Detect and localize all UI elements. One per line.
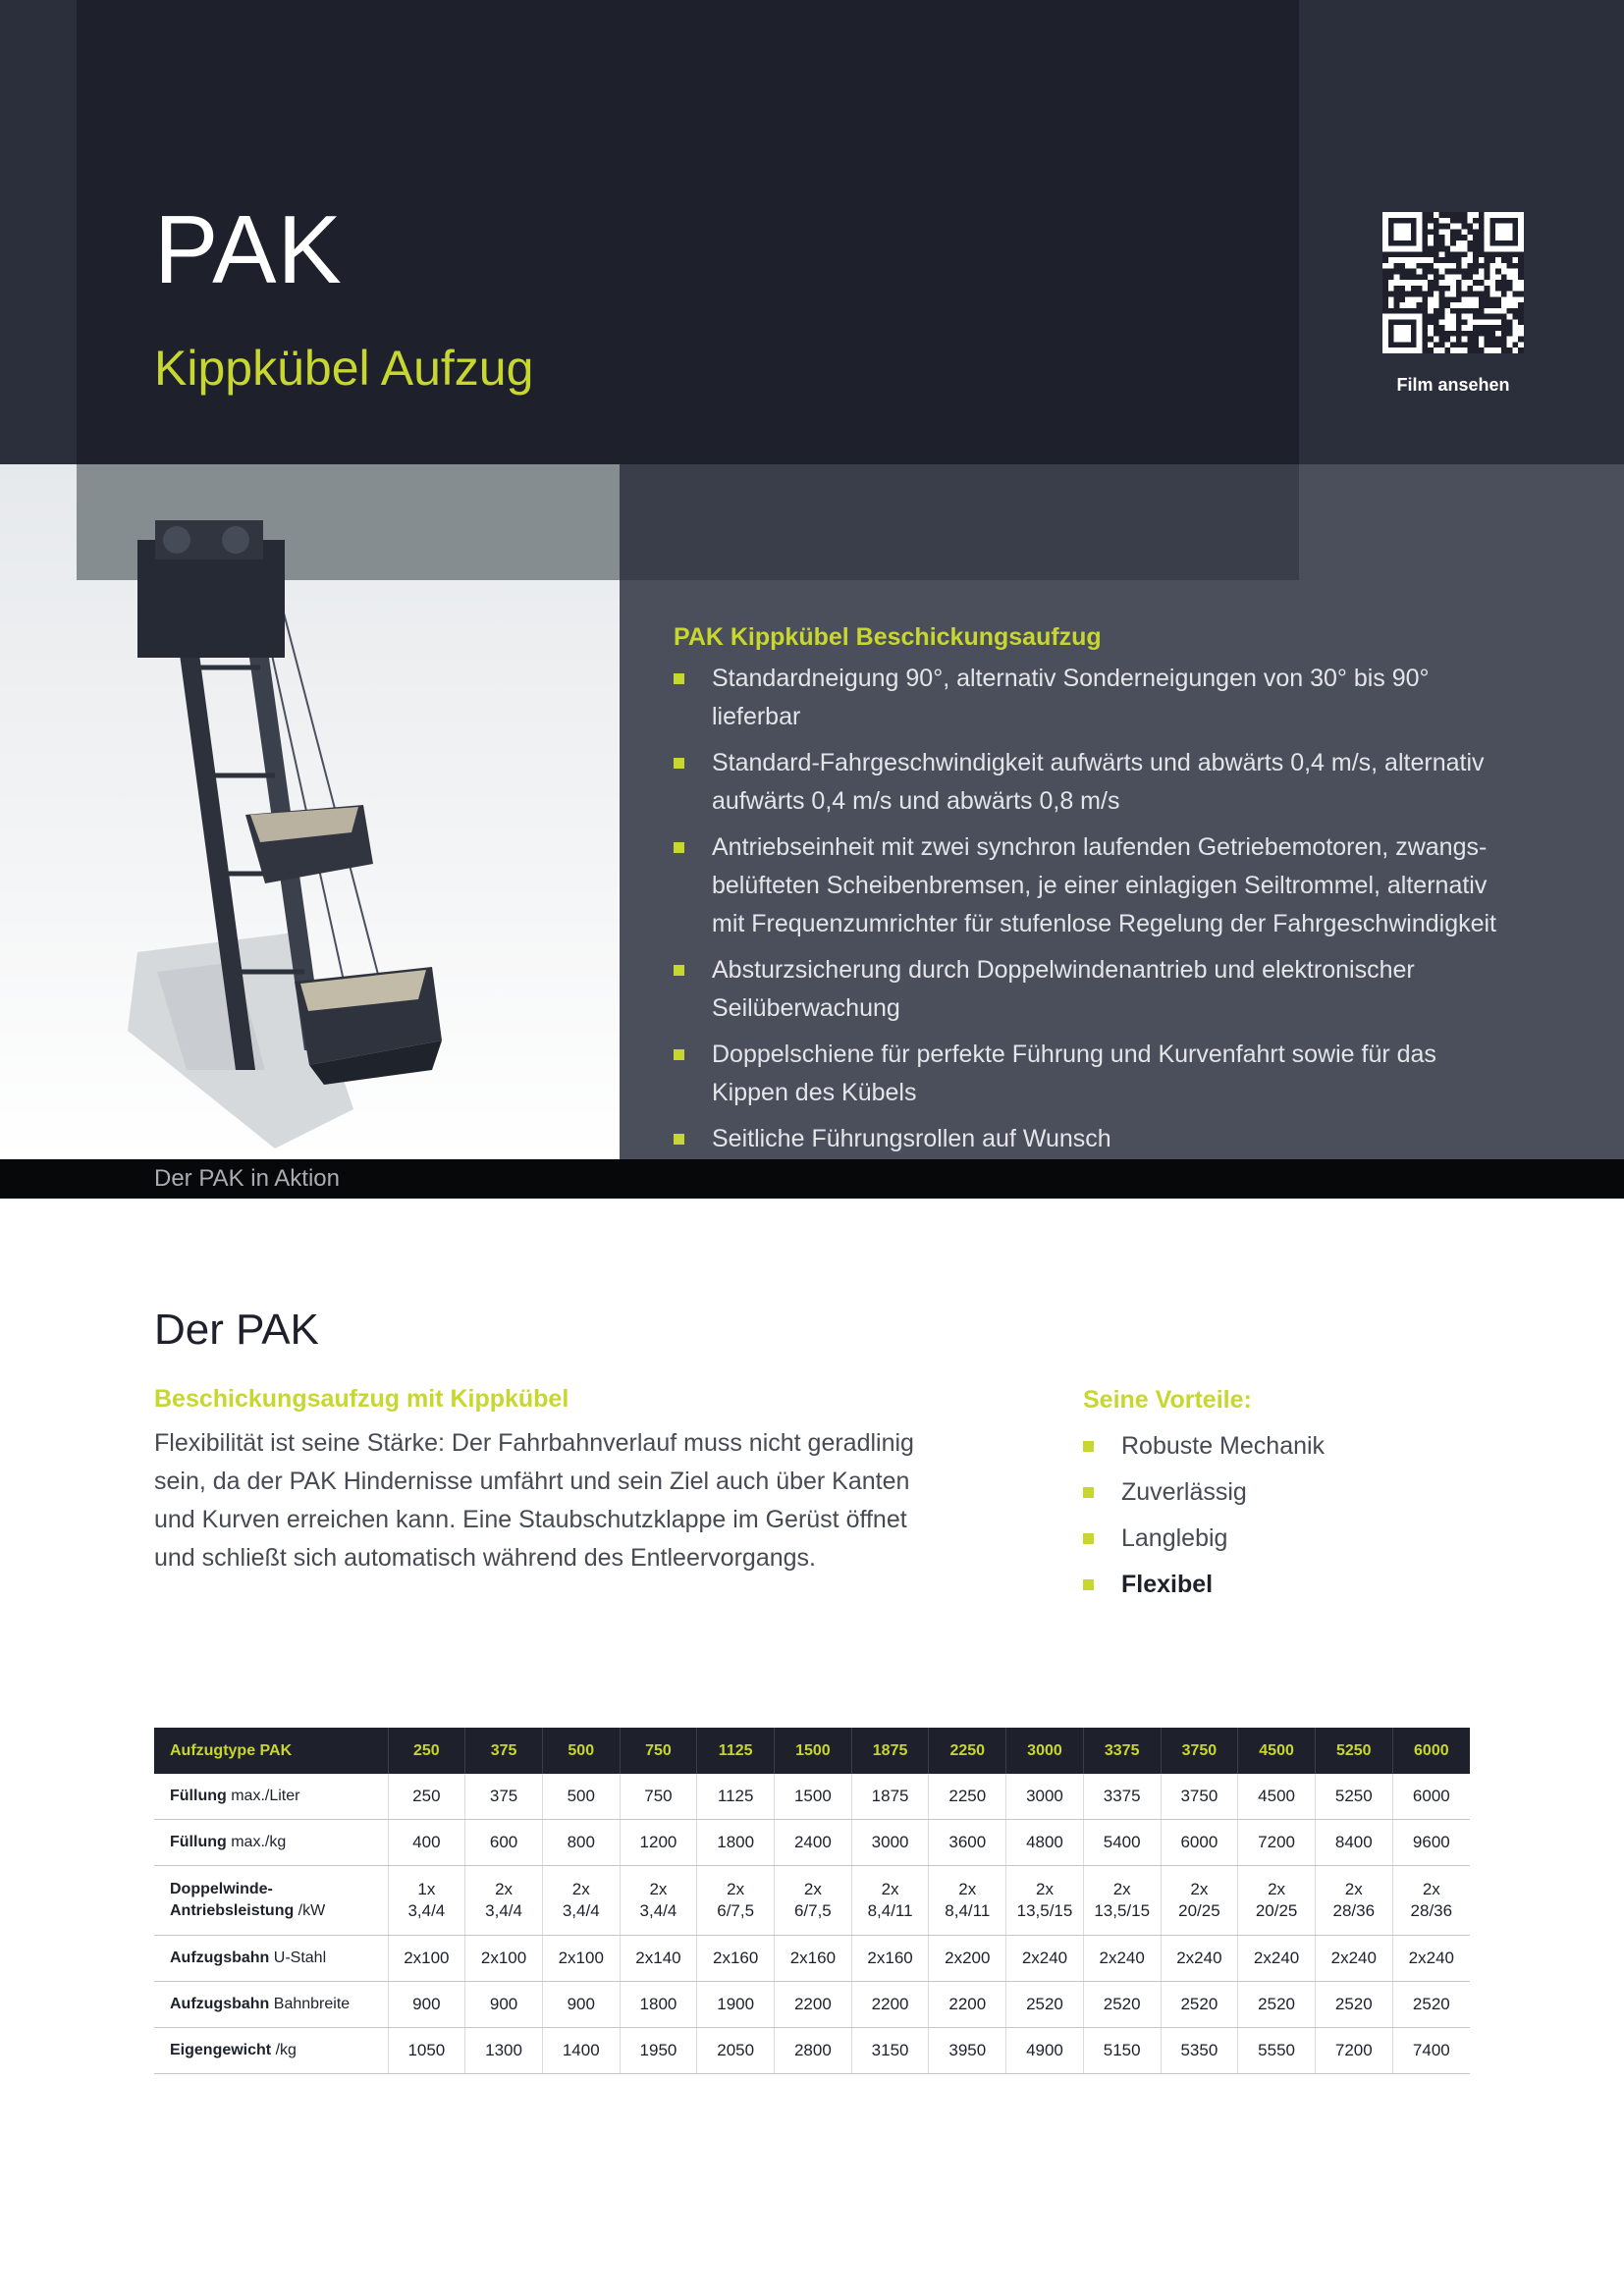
table-cell: 2250 bbox=[929, 1774, 1006, 1820]
table-cell: 2200 bbox=[775, 1982, 852, 2028]
section-subtitle: Beschickungsaufzug mit Kippkübel bbox=[154, 1385, 569, 1413]
page-subtitle: Kippkübel Aufzug bbox=[154, 341, 534, 396]
table-cell: 9600 bbox=[1392, 1820, 1470, 1866]
table-cell: 2x240 bbox=[1006, 1936, 1084, 1982]
bullet-square-icon bbox=[674, 758, 684, 769]
table-cell: 2x 6/7,5 bbox=[697, 1866, 775, 1936]
table-cell: 2x200 bbox=[929, 1936, 1006, 1982]
table-cell: 6000 bbox=[1161, 1820, 1238, 1866]
qr-code[interactable] bbox=[1382, 212, 1524, 353]
section-body: Flexibilität ist seine Stärke: Der Fahrbahnverlauf muss nicht geradlinig sein, da der PAK Hindernisse umfährt und sein Ziel auch über Kanten und Kurven erreichen kann. Eine Staubschutzklappe im Gerüst öffnet und schließt sich automatisch während des Entleervorgangs. bbox=[154, 1429, 914, 1572]
list-item: Flexibel bbox=[1083, 1566, 1325, 1604]
table-cell: 2x100 bbox=[388, 1936, 465, 1982]
table-cell: 1875 bbox=[851, 1774, 929, 1820]
table-cell: 3000 bbox=[851, 1820, 929, 1866]
row-label-unit: /kW bbox=[294, 1902, 326, 1919]
table-cell: 2200 bbox=[929, 1982, 1006, 2028]
table-cell: 750 bbox=[620, 1774, 697, 1820]
table-cell: 5550 bbox=[1238, 2028, 1316, 2074]
table-header-cell: 1125 bbox=[697, 1728, 775, 1774]
table-cell: 2520 bbox=[1083, 1982, 1161, 2028]
table-cell: 2520 bbox=[1161, 1982, 1238, 2028]
row-label-bold: Aufzugsbahn bbox=[170, 1949, 270, 1966]
page-title: PAK bbox=[154, 195, 343, 303]
bullet-square-icon bbox=[674, 1049, 684, 1060]
table-cell: 2x160 bbox=[851, 1936, 929, 1982]
table-cell: 2x 20/25 bbox=[1238, 1866, 1316, 1936]
table-row-label bbox=[154, 1774, 388, 1820]
table-header-cell: 750 bbox=[620, 1728, 697, 1774]
table-row-label bbox=[154, 1866, 388, 1936]
list-item: Seitliche Führungsrollen auf Wunsch bbox=[674, 1120, 1518, 1158]
table-cell: 2x100 bbox=[465, 1936, 543, 1982]
table-cell: 5400 bbox=[1083, 1820, 1161, 1866]
table-cell: 250 bbox=[388, 1774, 465, 1820]
row-label-bold: Füllung bbox=[170, 1788, 227, 1804]
table-cell: 3950 bbox=[929, 2028, 1006, 2074]
row-label-bold: Eigengewicht bbox=[170, 2042, 272, 2058]
table-cell: 2x 3,4/4 bbox=[620, 1866, 697, 1936]
table-cell: 2x 8,4/11 bbox=[929, 1866, 1006, 1936]
table-cell: 3375 bbox=[1083, 1774, 1161, 1820]
table-header-cell: 4500 bbox=[1238, 1728, 1316, 1774]
list-item: Standard-Fahrgeschwindigkeit aufwärts und abwärts 0,4 m/s, alternativ aufwärts 0,4 m/s und abwärts 0,8 m/s bbox=[674, 744, 1518, 821]
list-item: Langlebig bbox=[1083, 1520, 1325, 1558]
table-cell: 1200 bbox=[620, 1820, 697, 1866]
section-title: Der PAK bbox=[154, 1306, 319, 1354]
table-header-cell: 6000 bbox=[1392, 1728, 1470, 1774]
row-label-bold: Aufzugsbahn bbox=[170, 1996, 270, 2012]
table-header-cell: 3750 bbox=[1161, 1728, 1238, 1774]
bullet-square-icon bbox=[674, 1134, 684, 1145]
row-label-bold: Füllung bbox=[170, 1834, 227, 1850]
photo-caption: Der PAK in Aktion bbox=[154, 1165, 340, 1192]
table-cell: 2x240 bbox=[1392, 1936, 1470, 1982]
table-cell: 8400 bbox=[1315, 1820, 1392, 1866]
list-item: Standardneigung 90°, alternativ Sonderneigungen von 30° bis 90° lieferbar bbox=[674, 660, 1518, 736]
table-cell: 2200 bbox=[851, 1982, 929, 2028]
table-header-cell: 250 bbox=[388, 1728, 465, 1774]
table-cell: 1950 bbox=[620, 2028, 697, 2074]
row-label-unit: U-Stahl bbox=[269, 1949, 327, 1966]
table-cell: 2x 20/25 bbox=[1161, 1866, 1238, 1936]
table-cell: 2x 3,4/4 bbox=[542, 1866, 620, 1936]
table-row-label bbox=[154, 1936, 388, 1982]
table-cell: 2520 bbox=[1006, 1982, 1084, 2028]
table-cell: 3150 bbox=[851, 2028, 929, 2074]
table-header-cell: 375 bbox=[465, 1728, 543, 1774]
qr-label[interactable]: Film ansehen bbox=[1396, 375, 1510, 395]
table-cell: 2520 bbox=[1315, 1982, 1392, 2028]
table-cell: 1800 bbox=[620, 1982, 697, 2028]
bullet-square-icon bbox=[674, 673, 684, 684]
table-cell: 7200 bbox=[1315, 2028, 1392, 2074]
table-header-cell: 2250 bbox=[929, 1728, 1006, 1774]
table-cell: 900 bbox=[542, 1982, 620, 2028]
table-cell: 4500 bbox=[1238, 1774, 1316, 1820]
table-cell: 2x100 bbox=[542, 1936, 620, 1982]
table-header-cell: 5250 bbox=[1315, 1728, 1392, 1774]
table-cell: 2x 28/36 bbox=[1315, 1866, 1392, 1936]
table-cell: 3600 bbox=[929, 1820, 1006, 1866]
table-row bbox=[154, 2028, 1470, 2074]
table-cell: 400 bbox=[388, 1820, 465, 1866]
table-body bbox=[154, 1774, 1470, 2074]
table-row bbox=[154, 1936, 1470, 1982]
table-cell: 2520 bbox=[1392, 1982, 1470, 2028]
feature-list bbox=[674, 660, 1518, 1166]
table-cell: 2x160 bbox=[697, 1936, 775, 1982]
table-row bbox=[154, 1866, 1470, 1936]
advantages-heading: Seine Vorteile: bbox=[1083, 1386, 1252, 1414]
table-cell: 2520 bbox=[1238, 1982, 1316, 2028]
table-cell: 2050 bbox=[697, 2028, 775, 2074]
table-cell: 4800 bbox=[1006, 1820, 1084, 1866]
table-cell: 2x240 bbox=[1161, 1936, 1238, 1982]
table-cell: 2x 6/7,5 bbox=[775, 1866, 852, 1936]
table-header-cell: 3375 bbox=[1083, 1728, 1161, 1774]
elevator-illustration bbox=[98, 520, 609, 1158]
table-row bbox=[154, 1774, 1470, 1820]
table-cell: 900 bbox=[465, 1982, 543, 2028]
list-item: Zuverlässig bbox=[1083, 1473, 1325, 1512]
table-cell: 7200 bbox=[1238, 1820, 1316, 1866]
table-cell: 6000 bbox=[1392, 1774, 1470, 1820]
table-row-label bbox=[154, 2028, 388, 2074]
bullet-square-icon bbox=[674, 965, 684, 976]
bullet-square-icon bbox=[1083, 1533, 1094, 1544]
table-cell: 1800 bbox=[697, 1820, 775, 1866]
advantages-list bbox=[1083, 1427, 1325, 1612]
table-cell: 5250 bbox=[1315, 1774, 1392, 1820]
list-item: Absturzsicherung durch Doppelwindenantrieb und elektronischer Seilüberwachung bbox=[674, 951, 1518, 1028]
table-cell: 2x 28/36 bbox=[1392, 1866, 1470, 1936]
row-label-unit: max./Liter bbox=[226, 1788, 300, 1804]
list-item: Robuste Mechanik bbox=[1083, 1427, 1325, 1466]
table-cell: 2x140 bbox=[620, 1936, 697, 1982]
header-side-band-left bbox=[0, 0, 77, 464]
table-header-row bbox=[154, 1728, 1470, 1774]
table-cell: 2400 bbox=[775, 1820, 852, 1866]
table-header-cell: 3000 bbox=[1006, 1728, 1084, 1774]
table-cell: 1500 bbox=[775, 1774, 852, 1820]
bullet-square-icon bbox=[674, 842, 684, 853]
table-cell: 600 bbox=[465, 1820, 543, 1866]
table-cell: 2x 13,5/15 bbox=[1006, 1866, 1084, 1936]
table-cell: 800 bbox=[542, 1820, 620, 1866]
table-row bbox=[154, 1982, 1470, 2028]
table-header-cell: 1875 bbox=[851, 1728, 929, 1774]
table-cell: 375 bbox=[465, 1774, 543, 1820]
list-item: Doppelschiene für perfekte Führung und Kurvenfahrt sowie für das Kippen des Kübels bbox=[674, 1036, 1518, 1112]
bullet-square-icon bbox=[1083, 1441, 1094, 1452]
table-cell: 900 bbox=[388, 1982, 465, 2028]
table-cell: 3750 bbox=[1161, 1774, 1238, 1820]
table-cell: 2x240 bbox=[1083, 1936, 1161, 1982]
table-cell: 7400 bbox=[1392, 2028, 1470, 2074]
bullet-square-icon bbox=[1083, 1487, 1094, 1498]
table-cell: 2x240 bbox=[1315, 1936, 1392, 1982]
table-cell: 500 bbox=[542, 1774, 620, 1820]
list-item: Antriebseinheit mit zwei synchron laufenden Getriebemotoren, zwangs-belüfteten Scheibenbremsen, je einer einlagigen Seiltrommel, alternativ mit Frequenzumrichter für stufenlose Regelung der Fahrgeschwindigkeit bbox=[674, 828, 1518, 943]
table-cell: 2x240 bbox=[1238, 1936, 1316, 1982]
table-cell: 1900 bbox=[697, 1982, 775, 2028]
table-cell: 1400 bbox=[542, 2028, 620, 2074]
table-header-cell: 500 bbox=[542, 1728, 620, 1774]
row-label-unit: /kg bbox=[271, 2042, 297, 2058]
table-header-cell: 1500 bbox=[775, 1728, 852, 1774]
table-cell: 5150 bbox=[1083, 2028, 1161, 2074]
info-heading: PAK Kippkübel Beschickungsaufzug bbox=[674, 623, 1102, 651]
table-cell: 4900 bbox=[1006, 2028, 1084, 2074]
table-row-label bbox=[154, 1982, 388, 2028]
table-cell: 2x160 bbox=[775, 1936, 852, 1982]
row-label-unit: max./kg bbox=[226, 1834, 287, 1850]
table-cell: 2x 3,4/4 bbox=[465, 1866, 543, 1936]
table-cell: 2x 13,5/15 bbox=[1083, 1866, 1161, 1936]
table-cell: 2x 8,4/11 bbox=[851, 1866, 929, 1936]
row-label-bold: Doppelwinde- Antriebsleistung bbox=[170, 1881, 295, 1919]
row-label-unit: Bahnbreite bbox=[269, 1996, 351, 2012]
table-cell: 1300 bbox=[465, 2028, 543, 2074]
info-overlay-band bbox=[620, 464, 1299, 580]
table-cell: 2800 bbox=[775, 2028, 852, 2074]
table-header-cell: Aufzugtype PAK bbox=[154, 1728, 388, 1774]
spec-table bbox=[154, 1728, 1470, 2074]
table-cell: 3000 bbox=[1006, 1774, 1084, 1820]
table-cell: 1125 bbox=[697, 1774, 775, 1820]
table-row bbox=[154, 1820, 1470, 1866]
table-cell: 1x 3,4/4 bbox=[388, 1866, 465, 1936]
table-cell: 1050 bbox=[388, 2028, 465, 2074]
table-row-label bbox=[154, 1820, 388, 1866]
table-cell: 5350 bbox=[1161, 2028, 1238, 2074]
bullet-square-icon bbox=[1083, 1579, 1094, 1590]
